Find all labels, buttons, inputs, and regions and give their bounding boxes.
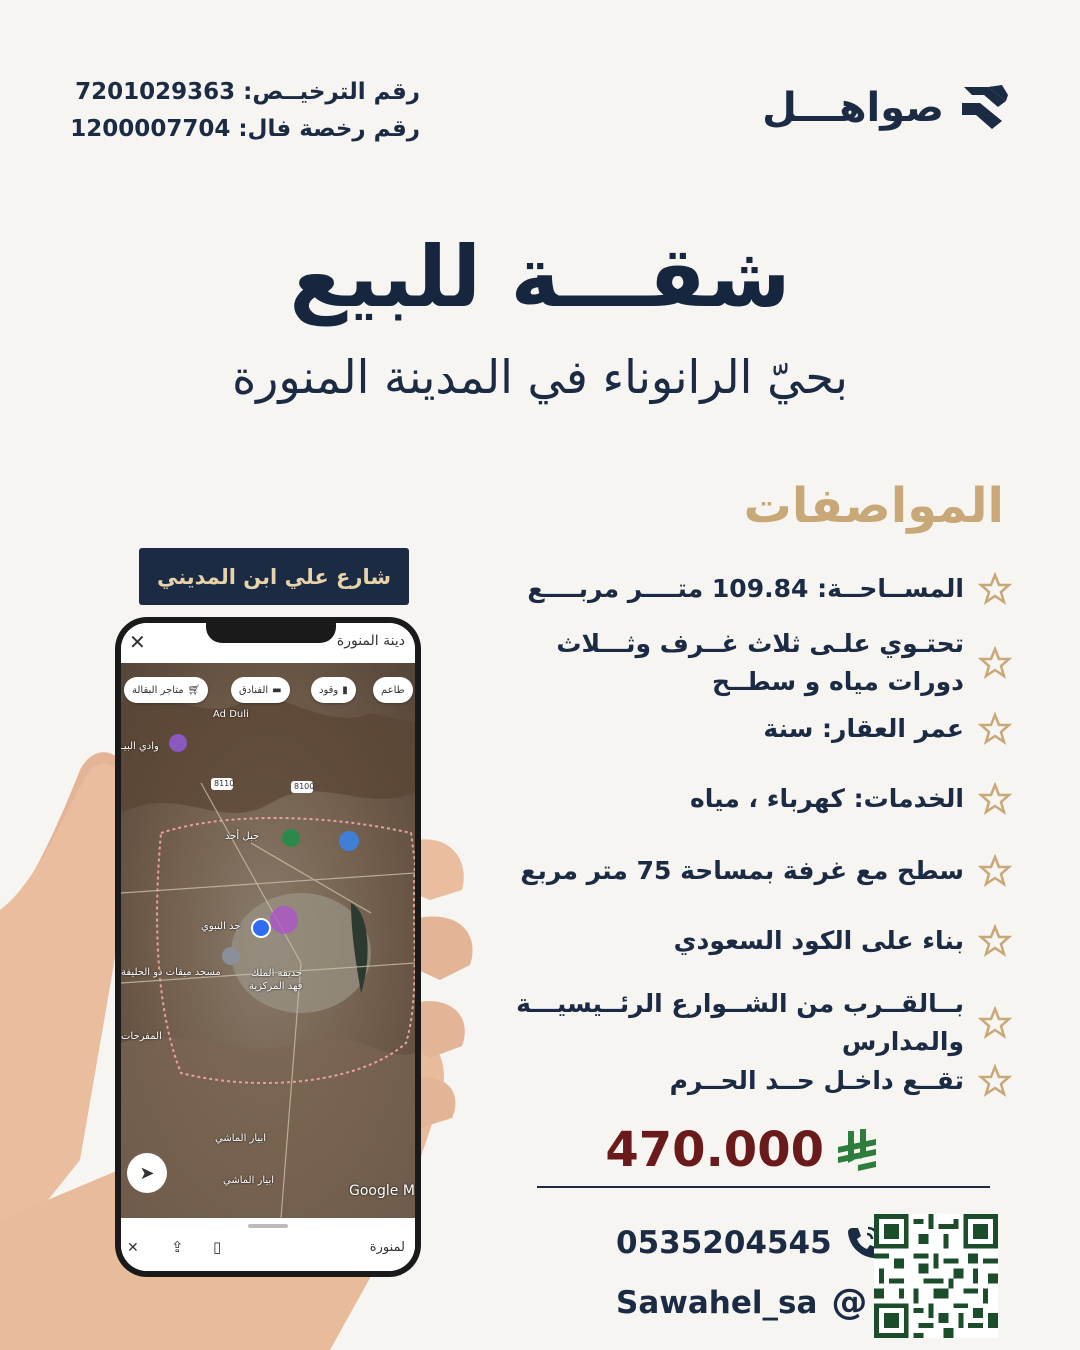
chip-hotels[interactable] (231, 677, 290, 703)
navigation-arrow-icon: ➤ (139, 1162, 155, 1184)
fal-label: رقم رخصة فال: (238, 116, 420, 142)
cart-icon: 🛒︎ (187, 684, 201, 696)
map-label: المفرحات (121, 1031, 162, 1042)
google-watermark: Google M (349, 1183, 415, 1199)
map-label: ابيار الماشي (215, 1133, 267, 1144)
phone-contact[interactable] (616, 1224, 882, 1262)
star-icon (978, 924, 1012, 958)
map-label: وادي البيـ (121, 741, 159, 752)
price-block (605, 1122, 880, 1178)
map-label: Ad Duli (213, 709, 249, 720)
spec-item (452, 852, 1012, 890)
social-contact[interactable] (616, 1282, 867, 1323)
at-icon: @ (831, 1282, 868, 1323)
map-label: حديقة الملك (251, 968, 303, 979)
street-label-text: شارع علي ابن المديني (156, 564, 392, 589)
spec-text: تقــع داخـل حــد الحــرم (669, 1066, 964, 1095)
close-icon[interactable]: ✕ (127, 1240, 139, 1256)
spec-text: بناء على الكود السعودي (673, 926, 964, 955)
star-icon (978, 712, 1012, 746)
riyal-icon (834, 1127, 880, 1173)
locate-button[interactable] (127, 1153, 167, 1193)
spec-item (452, 710, 1012, 748)
brand-logo (762, 78, 1012, 138)
map-label: مسجد ميقات ذو الحليفة (121, 967, 221, 978)
spec-text: الخدمات: كهرباء ، مياه (690, 784, 964, 813)
chip-label: الفنادق (239, 684, 269, 696)
street-label (139, 548, 409, 605)
phone-number[interactable]: 0535204545 (616, 1225, 832, 1261)
spec-item (452, 985, 1012, 1061)
map-label: جبل أحد (225, 831, 260, 842)
specs-heading: المواصفات (743, 478, 1004, 534)
map-bottom-bar (121, 1218, 415, 1271)
page-subtitle: بحيّ الرانوناء في المدينة المنورة (232, 350, 848, 404)
fal-line (70, 111, 420, 148)
chip-label: طاعم (381, 684, 405, 696)
close-icon[interactable]: ✕ (129, 630, 146, 654)
map-label: 8100 (294, 782, 315, 791)
license-info (70, 74, 420, 148)
chip-fuel[interactable] (311, 677, 356, 703)
horse-logo-icon (958, 81, 1012, 135)
spec-text: عمر العقار: سنة (763, 714, 964, 743)
chip-restaurants[interactable] (373, 677, 413, 703)
map-screen[interactable] (121, 623, 415, 1271)
star-icon (978, 646, 1012, 680)
spec-text: بــالقــرب من الشــوارع الرئــيسيـــة والمدارس (516, 989, 964, 1056)
page-title: شقـــة للبيع (289, 228, 791, 326)
spec-item (452, 570, 1012, 608)
map-label: جد النبوي (201, 921, 241, 932)
share-icon[interactable]: ⇪ (171, 1238, 184, 1256)
license-number: 7201029363 (75, 79, 236, 105)
satellite-map[interactable] (121, 663, 415, 1218)
spec-item (452, 922, 1012, 960)
map-label: 8110 (214, 779, 235, 788)
chip-label: وقود (319, 684, 339, 696)
bottom-title: لمنورة (369, 1240, 405, 1255)
price-value: 470.000 (605, 1122, 824, 1178)
brand-name: صواهـــل (762, 85, 944, 131)
star-icon (978, 854, 1012, 888)
spec-text: المســاحــة: 109.84 متــــر مربــــع (527, 574, 964, 603)
spec-text: تحتـوي علـى ثلاث غــرف وثـــلاث دورات مياه و سطــح (556, 629, 964, 696)
phone-notch (206, 617, 336, 643)
star-icon (978, 1064, 1012, 1098)
chip-label: متاجر البقالة (132, 684, 184, 696)
map-label: ابيار الماشي (223, 1175, 275, 1186)
bookmark-icon[interactable]: ▯ (213, 1238, 222, 1256)
drag-handle[interactable] (248, 1224, 288, 1228)
fal-number: 1200007704 (70, 116, 231, 142)
license-line (75, 74, 420, 111)
bed-icon: ▬ (272, 684, 282, 696)
spec-item (452, 625, 1012, 701)
spec-item (452, 780, 1012, 818)
divider (537, 1186, 990, 1188)
qr-code[interactable] (874, 1214, 998, 1338)
license-label: رقم الترخيــص: (243, 79, 420, 105)
star-icon (978, 572, 1012, 606)
spec-item (452, 1062, 1012, 1100)
star-icon (978, 1006, 1012, 1040)
map-label: فهد المركزية (249, 981, 303, 992)
fuel-icon: ▮ (342, 684, 348, 696)
star-icon (978, 782, 1012, 816)
spec-text: سطح مع غرفة بمساحة 75 متر مربع (520, 856, 964, 885)
social-handle[interactable]: Sawahel_sa (616, 1284, 818, 1321)
chip-grocery[interactable] (124, 677, 208, 703)
map-title: دينة المنورة (336, 633, 405, 649)
